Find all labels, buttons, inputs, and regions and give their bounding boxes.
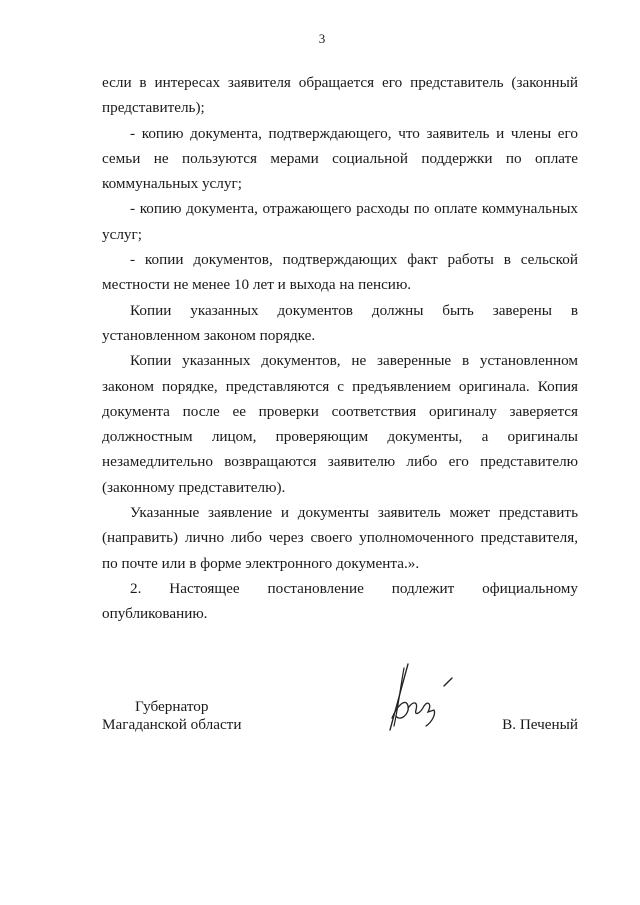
handwritten-signature <box>378 656 468 736</box>
paragraph-certified-copies: Копии указанных документов должны быть заверены в установленном законом порядке. <box>102 301 578 344</box>
paragraph-submission-methods: Указанные заявление и документы заявитель может представить (направить) лично либо через своего уполномоченного представителя, по почте или в форме электронного документа.». <box>102 504 578 572</box>
paragraph-social-support-copy: - копию документа, подтверждающего, что заявитель и члены его семьи не пользуются мерами социальной поддержки по оплате коммунальных услуг; <box>102 124 578 193</box>
signatory-title-line1: Губернатор <box>134 698 209 715</box>
signatory-title <box>102 698 241 734</box>
paragraph-representative: если в интересах заявителя обращается его представитель (законный представитель); <box>102 74 578 117</box>
signatory-title-line2: Магаданской области <box>102 716 242 733</box>
paragraph-publication: 2. Настоящее постановление подлежит официальному опубликованию. <box>102 579 578 623</box>
signatory-name: В. Печеный <box>502 716 578 733</box>
signature-block <box>102 690 578 750</box>
paragraph-expenses-copy: - копию документа, отражающего расходы по оплате коммунальных услуг; <box>102 200 578 243</box>
paragraph-uncertified-copies: Копии указанных документов, не заверенные в установленном законом порядке, представляются с предъявлением оригинала. Копия документа после ее проверки соответствия оригиналу заверяется должностным лицом, проверяющим документы, а оригиналы незамедлительно возвращаются заявителю либо его представителю (законному представителю). <box>102 352 578 496</box>
page-number: 3 <box>318 31 326 46</box>
paragraph-rural-work-copy: - копии документов, подтверждающих факт работы в сельской местности не менее 10 лет и выхода на пенсию. <box>102 251 578 294</box>
document-body <box>102 70 578 627</box>
